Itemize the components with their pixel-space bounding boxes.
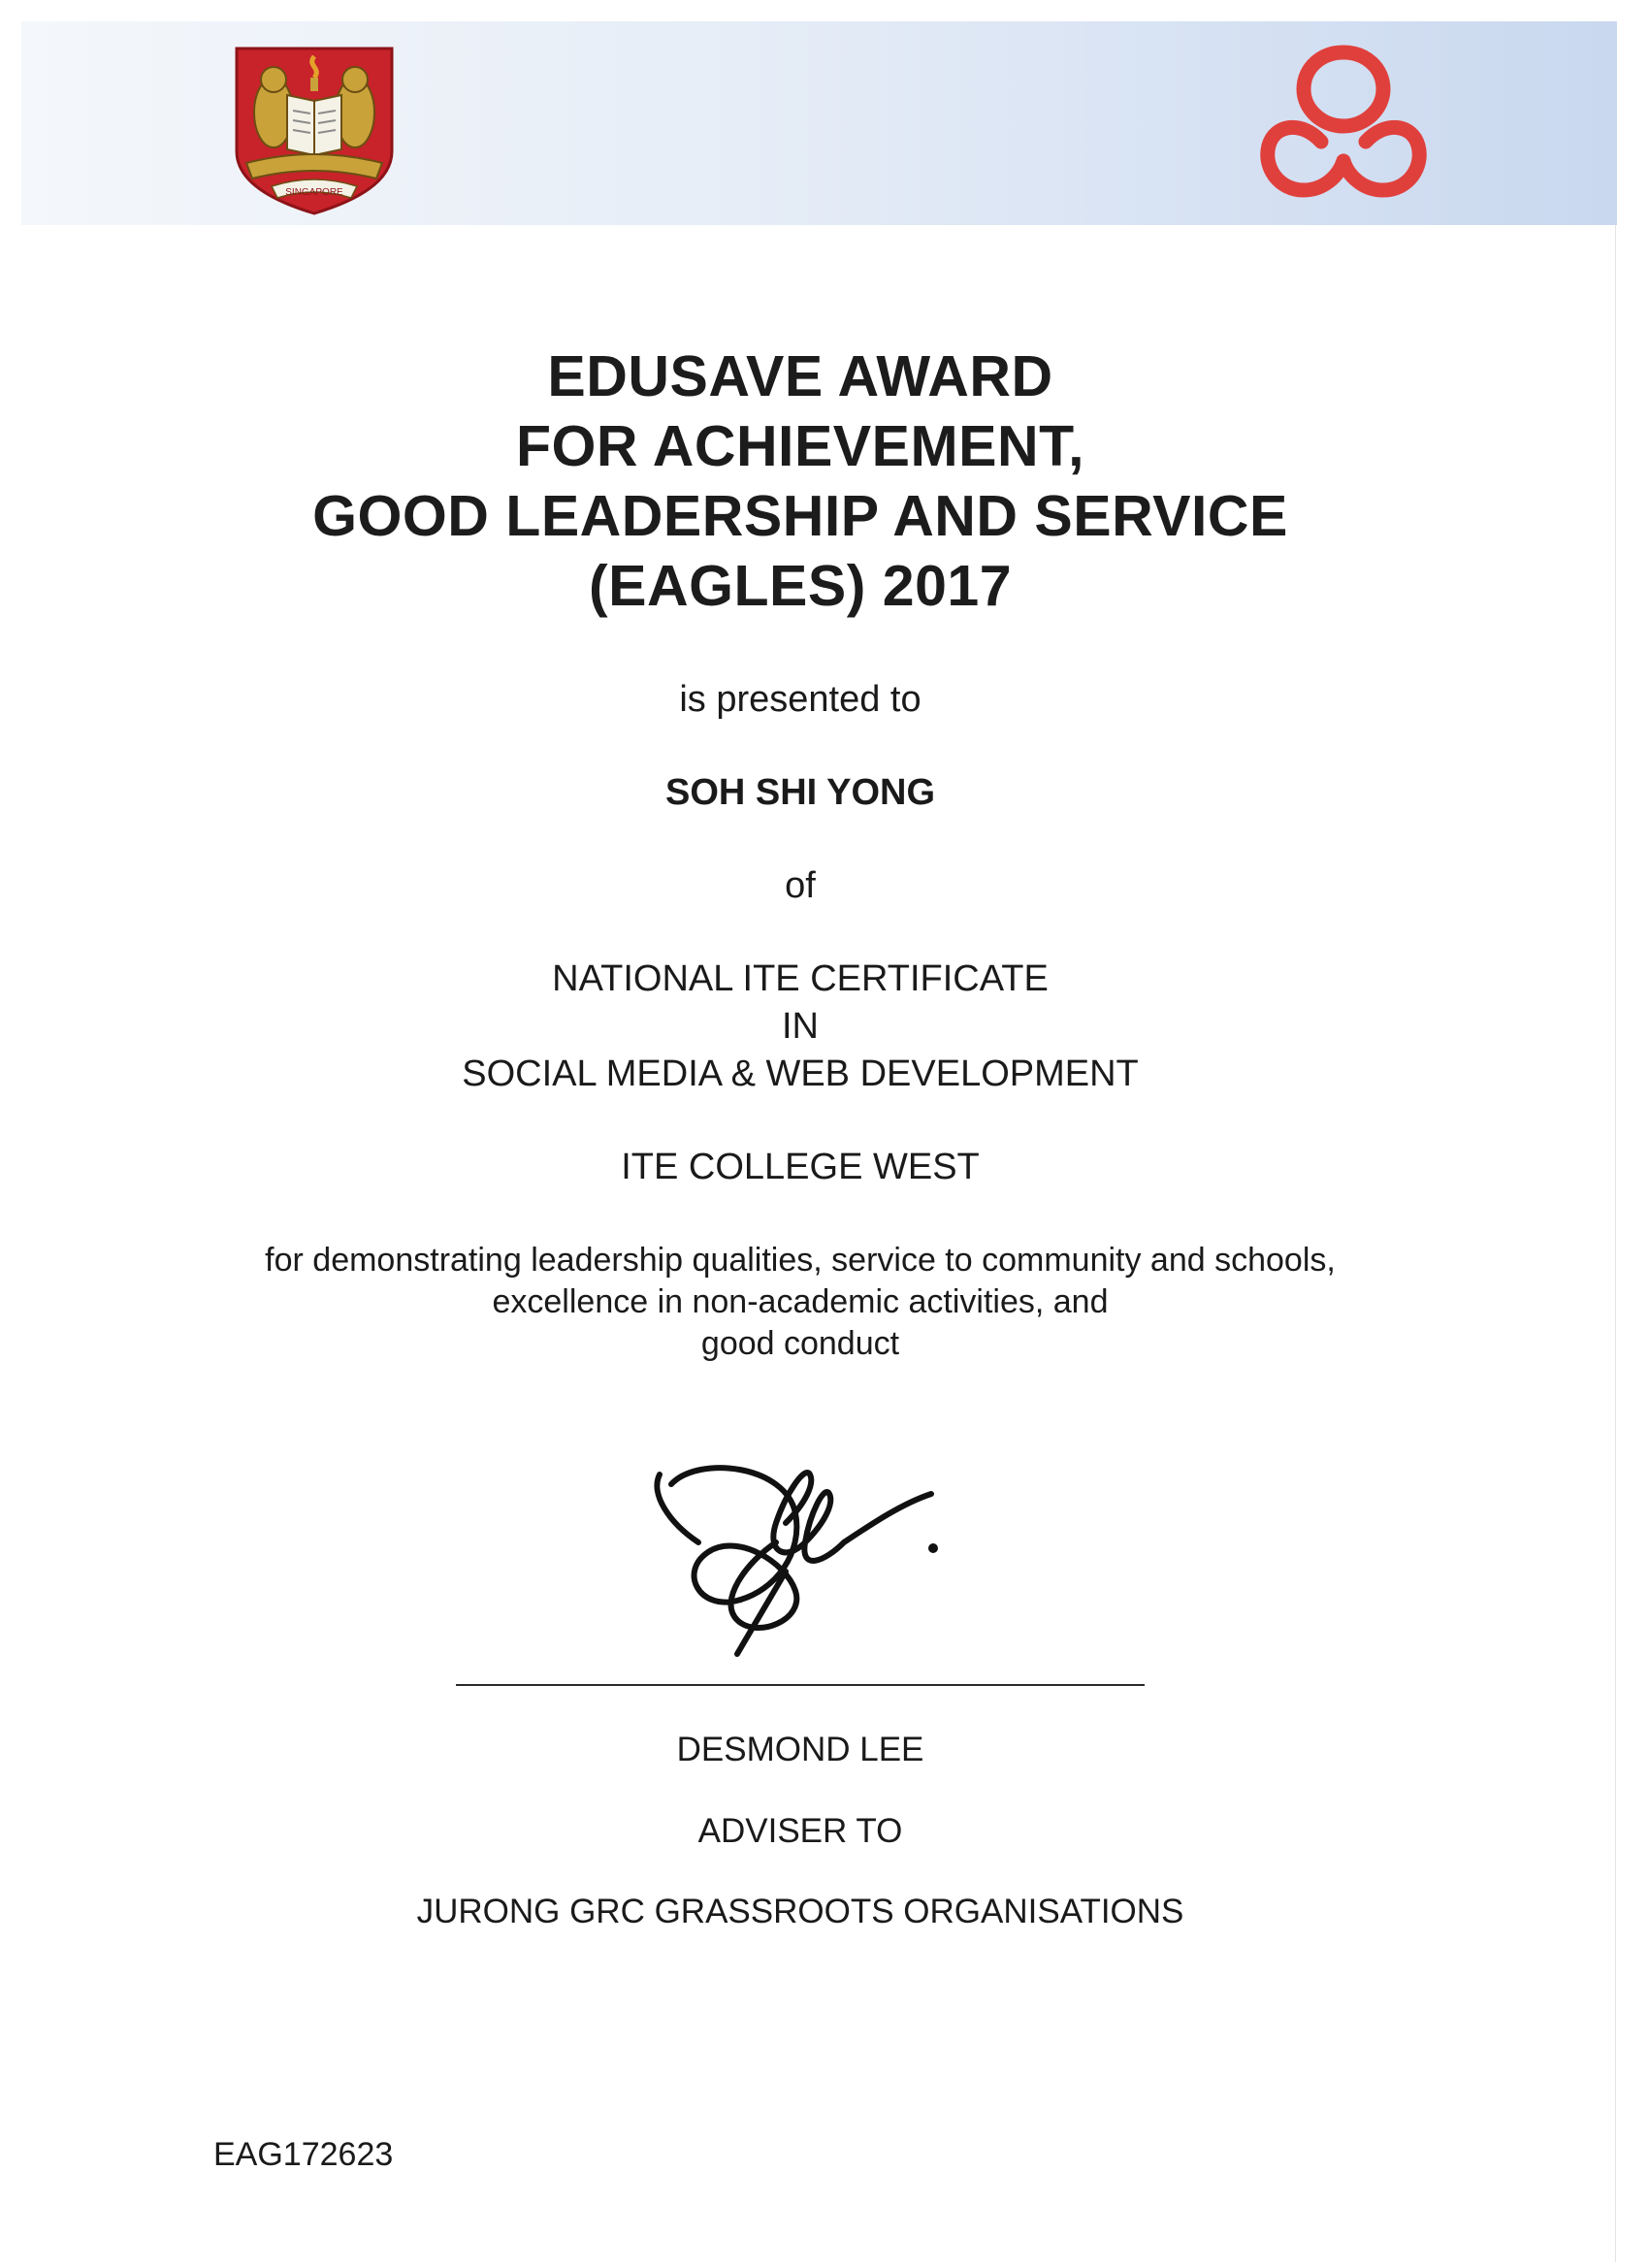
signatory-name: DESMOND LEE [676, 1731, 924, 1768]
citation-line: for demonstrating leadership qualities, service to community and schools, [265, 1242, 1336, 1279]
award-title-line: FOR ACHIEVEMENT, [515, 414, 1084, 478]
recipient-name: SOH SHI YONG [664, 772, 936, 813]
course-name [0, 956, 1600, 1098]
citation [0, 1240, 1600, 1365]
award-title-line: GOOD LEADERSHIP AND SERVICE [312, 484, 1288, 548]
college-name: ITE COLLEGE WEST [621, 1147, 980, 1187]
signatory-role: ADVISER TO [697, 1812, 903, 1850]
citation-line: good conduct [700, 1325, 900, 1362]
award-title-line: EDUSAVE AWARD [547, 344, 1053, 408]
course-line: SOCIAL MEDIA & WEB DEVELOPMENT [462, 1053, 1139, 1094]
citation-line: excellence in non-academic activities, and [492, 1283, 1109, 1320]
award-title [0, 341, 1600, 621]
of-text: of [785, 865, 816, 906]
certificate-number: EAG172623 [213, 2136, 394, 2173]
singapore-crest-icon [233, 45, 396, 217]
trefoil-logo-icon [1253, 45, 1434, 210]
header-band [21, 21, 1617, 225]
page-edge [1615, 225, 1616, 2262]
course-line: NATIONAL ITE CERTIFICATE [552, 958, 1049, 999]
signature-line [456, 1684, 1145, 1686]
svg-text:SINGAPORE: SINGAPORE [285, 187, 343, 198]
presented-to-text: is presented to [679, 679, 922, 720]
course-line: IN [782, 1006, 819, 1047]
signatory-organisation: JURONG GRC GRASSROOTS ORGANISATIONS [416, 1893, 1184, 1930]
award-title-line: (EAGLES) 2017 [588, 554, 1013, 618]
signature [640, 1445, 951, 1669]
